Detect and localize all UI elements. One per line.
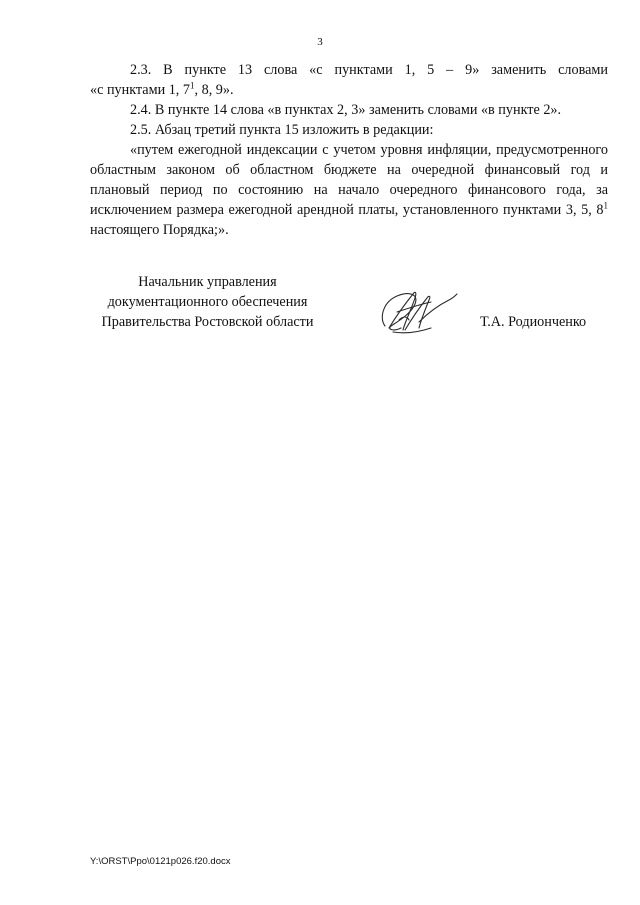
item-2-4: 2.4. В пункте 14 слова «в пунктах 2, 3» заменить словами «в пункте 2».	[130, 102, 562, 118]
item-2-3-line1: 2.3. В пункте 13 слова «с пунктами 1, 5 – 9» заменить словами	[130, 62, 608, 78]
item-2-3-line2-after: , 8, 9».	[194, 82, 234, 98]
signatory-title-line1: Начальник управления	[138, 274, 277, 290]
quoted-paragraph-tail: настоящего Порядка;».	[90, 222, 229, 238]
handwritten-signature	[375, 282, 465, 342]
signatory-title-line3: Правительства Ростовской области	[101, 314, 314, 330]
item-2-3-line2-before: «с пунктами 1, 7	[90, 82, 190, 98]
item-2-3-superscript: 1	[190, 80, 195, 91]
document-body	[90, 60, 608, 240]
file-path-footer: Y:\ORST\Ppo\0121p026.f20.docx	[90, 856, 231, 867]
item-2-3-line2	[90, 80, 608, 100]
page-number: 3	[317, 36, 323, 48]
signatory-title-line2: документационного обеспечения	[107, 294, 308, 310]
signatory-title	[90, 272, 325, 332]
quoted-paragraph-text: «путем ежегодной индексации с учетом уровня инфляции, предусмотренного областным законом об областном бюджете на очередной финансовый год и плановый период по состоянию на начало очередного финансового года, за исключением размера ежегодной арендной платы, установленного пунктами 3, 5, 8	[90, 142, 608, 218]
item-2-5: 2.5. Абзац третий пункта 15 изложить в редакции:	[130, 122, 434, 138]
quoted-paragraph-superscript: 1	[603, 200, 608, 211]
signatory-name: Т.А. Родионченко	[480, 314, 587, 330]
quoted-paragraph	[90, 140, 608, 240]
